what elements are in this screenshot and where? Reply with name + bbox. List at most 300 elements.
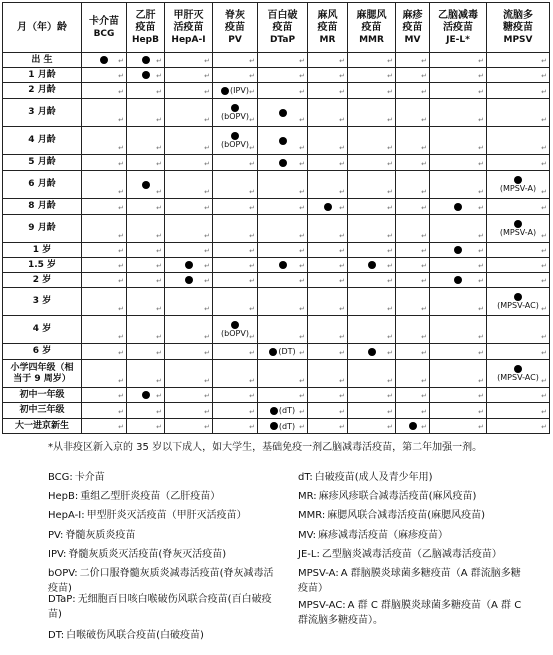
schedule-cell: [430, 360, 487, 388]
schedule-cell: [430, 243, 487, 258]
schedule-cell: [308, 127, 348, 155]
schedule-cell: [308, 388, 348, 403]
schedule-cell: [487, 258, 550, 273]
return-mark-icon: ↵: [339, 57, 345, 65]
table-row: [3, 388, 550, 403]
schedule-cell: [348, 273, 396, 288]
return-mark-icon: ↵: [299, 232, 305, 240]
schedule-cell: [487, 53, 550, 68]
return-mark-icon: ↵: [541, 160, 547, 168]
legend-abbreviation: BCG:: [48, 472, 73, 483]
age-label: 初中一年级: [19, 389, 65, 400]
age-label: 9 月龄: [28, 223, 56, 233]
header-abbreviation: DTaP: [269, 34, 296, 45]
schedule-cell: [308, 419, 348, 434]
schedule-cell: [430, 288, 487, 316]
return-mark-icon: ↵: [339, 160, 345, 168]
schedule-cell: [348, 243, 396, 258]
return-mark-icon: ↵: [339, 333, 345, 341]
dose-dot-icon: [368, 261, 376, 269]
schedule-cell: [82, 199, 127, 215]
return-mark-icon: ↵: [204, 423, 210, 431]
schedule-cell: [348, 199, 396, 215]
age-label: 初中三年级: [19, 405, 65, 415]
return-mark-icon: ↵: [339, 116, 345, 124]
schedule-cell: [258, 388, 308, 403]
return-mark-icon: ↵: [156, 262, 162, 270]
header-abbreviation: JE-L*: [446, 34, 470, 45]
return-mark-icon: ↵: [387, 88, 393, 96]
schedule-cell: [308, 344, 348, 360]
return-mark-icon: ↵: [156, 160, 162, 168]
schedule-cell: [348, 68, 396, 83]
dose-dot-icon: [409, 422, 417, 430]
schedule-cell: [430, 171, 487, 199]
schedule-cell: [430, 127, 487, 155]
schedule-cell: [487, 316, 550, 344]
return-mark-icon: ↵: [299, 377, 305, 385]
legend-item: [298, 470, 523, 485]
schedule-cell: [308, 316, 348, 344]
schedule-cell: [165, 360, 213, 388]
schedule-cell: [308, 360, 348, 388]
schedule-cell: [165, 68, 213, 83]
age-label: 3 月龄: [28, 107, 56, 117]
dose-note: (MPSV-AC): [497, 373, 539, 382]
return-mark-icon: ↵: [249, 88, 255, 96]
schedule-cell: [258, 127, 308, 155]
schedule-cell: [348, 419, 396, 434]
schedule-cell: [258, 243, 308, 258]
legend-description: 麻腮风联合减毒活疫苗(麻腮风疫苗): [327, 510, 486, 521]
schedule-cell: [258, 316, 308, 344]
schedule-cell: [258, 419, 308, 434]
schedule-cell: [396, 215, 430, 243]
return-mark-icon: ↵: [339, 144, 345, 152]
table-row: [3, 155, 550, 171]
age-label: 2 月龄: [28, 85, 56, 95]
legend-item: [48, 528, 278, 543]
return-mark-icon: ↵: [156, 333, 162, 341]
header-name: 麻腮风 疫苗: [356, 9, 387, 33]
return-mark-icon: ↵: [156, 88, 162, 96]
legend-item: [48, 508, 278, 523]
schedule-cell: [430, 419, 487, 434]
schedule-cell: [213, 288, 258, 316]
return-mark-icon: ↵: [299, 349, 305, 357]
schedule-cell: [396, 360, 430, 388]
return-mark-icon: ↵: [249, 160, 255, 168]
legend-description: 乙型脑炎减毒活疫苗（乙脑减毒活疫苗）: [321, 549, 502, 560]
age-cell: [3, 68, 82, 83]
header-vaccine: [82, 3, 127, 53]
return-mark-icon: ↵: [204, 88, 210, 96]
schedule-cell: [165, 273, 213, 288]
age-cell: [3, 155, 82, 171]
schedule-cell: [487, 243, 550, 258]
age-label: 1 月龄: [28, 69, 56, 80]
dose-dot-icon: [270, 407, 278, 415]
return-mark-icon: ↵: [249, 232, 255, 240]
return-mark-icon: ↵: [339, 88, 345, 96]
schedule-cell: [348, 288, 396, 316]
header-abbreviation: MR: [319, 34, 336, 45]
return-mark-icon: ↵: [478, 305, 484, 313]
schedule-cell: [127, 403, 165, 419]
schedule-cell: [396, 403, 430, 419]
footnote: *从非疫区新入京的 35 岁以下成人，如大学生，基础免疫一剂乙脑减毒活疫苗，第二年加强一剂。: [48, 442, 483, 453]
return-mark-icon: ↵: [478, 116, 484, 124]
return-mark-icon: ↵: [339, 262, 345, 270]
return-mark-icon: ↵: [478, 333, 484, 341]
schedule-cell: [213, 258, 258, 273]
schedule-cell: [127, 83, 165, 99]
table-row: [3, 273, 550, 288]
dose-dot-icon: [100, 56, 108, 64]
return-mark-icon: ↵: [118, 262, 124, 270]
return-mark-icon: ↵: [249, 408, 255, 416]
return-mark-icon: ↵: [299, 116, 305, 124]
return-mark-icon: ↵: [541, 144, 547, 152]
dose-dot-icon: [279, 159, 287, 167]
return-mark-icon: ↵: [421, 277, 427, 285]
schedule-cell: [82, 243, 127, 258]
table-row: [3, 68, 550, 83]
return-mark-icon: ↵: [249, 247, 255, 255]
schedule-cell: [165, 99, 213, 127]
return-mark-icon: ↵: [541, 349, 547, 357]
return-mark-icon: ↵: [249, 204, 255, 212]
return-mark-icon: ↵: [249, 116, 255, 124]
return-mark-icon: ↵: [541, 247, 547, 255]
header-abbreviation: MMR: [359, 34, 384, 45]
schedule-cell: [165, 243, 213, 258]
return-mark-icon: ↵: [387, 204, 393, 212]
age-label: 8 月龄: [28, 201, 56, 211]
schedule-cell: [348, 215, 396, 243]
legend-abbreviation: MPSV-AC:: [298, 600, 346, 611]
schedule-cell: [396, 68, 430, 83]
header-name: 百白破 疫苗: [267, 9, 298, 33]
dose-dot-icon: [368, 348, 376, 356]
table-row: [3, 288, 550, 316]
age-label: 1 岁: [32, 244, 52, 255]
schedule-cell: [213, 99, 258, 127]
dose-dot-icon: [185, 261, 193, 269]
return-mark-icon: ↵: [249, 392, 255, 400]
return-mark-icon: ↵: [387, 277, 393, 285]
schedule-cell: [82, 258, 127, 273]
header-abbreviation: BCG: [93, 28, 115, 39]
schedule-cell: [308, 288, 348, 316]
schedule-cell: [308, 83, 348, 99]
return-mark-icon: ↵: [204, 116, 210, 124]
return-mark-icon: ↵: [156, 277, 162, 285]
schedule-cell: [258, 199, 308, 215]
schedule-cell: [430, 68, 487, 83]
return-mark-icon: ↵: [478, 277, 484, 285]
return-mark-icon: ↵: [541, 333, 547, 341]
return-mark-icon: ↵: [118, 408, 124, 416]
return-mark-icon: ↵: [421, 392, 427, 400]
return-mark-icon: ↵: [478, 72, 484, 80]
return-mark-icon: ↵: [421, 72, 427, 80]
return-mark-icon: ↵: [204, 188, 210, 196]
age-cell: [3, 127, 82, 155]
legend-abbreviation: PV:: [48, 530, 64, 541]
dose-dot-icon: [514, 365, 522, 373]
schedule-cell: [487, 419, 550, 434]
return-mark-icon: ↵: [339, 392, 345, 400]
schedule-cell: [82, 99, 127, 127]
schedule-cell: [82, 403, 127, 419]
age-label: 1.5 岁: [27, 259, 57, 270]
return-mark-icon: ↵: [156, 57, 162, 65]
schedule-cell: [82, 360, 127, 388]
schedule-cell: [213, 68, 258, 83]
header-age: [3, 3, 82, 53]
return-mark-icon: ↵: [339, 247, 345, 255]
legend-abbreviation: dT:: [298, 472, 313, 483]
schedule-cell: [258, 155, 308, 171]
return-mark-icon: ↵: [541, 232, 547, 240]
return-mark-icon: ↵: [299, 247, 305, 255]
age-label: 小学四年级（相 当于 9 周岁）: [10, 362, 74, 384]
dose-note: (MPSV-A): [499, 184, 537, 193]
return-mark-icon: ↵: [387, 57, 393, 65]
schedule-cell: [308, 215, 348, 243]
return-mark-icon: ↵: [339, 72, 345, 80]
return-mark-icon: ↵: [299, 305, 305, 313]
schedule-cell: [487, 273, 550, 288]
schedule-cell: [127, 53, 165, 68]
legend-item: [298, 598, 523, 628]
schedule-cell: [430, 155, 487, 171]
schedule-cell: [82, 127, 127, 155]
age-label: 6 月龄: [28, 179, 56, 189]
table-row: [3, 199, 550, 215]
age-cell: [3, 83, 82, 99]
schedule-cell: [396, 243, 430, 258]
header-vaccine: [396, 3, 430, 53]
dose-dot-icon: [279, 261, 287, 269]
header-vaccine: [487, 3, 550, 53]
return-mark-icon: ↵: [249, 333, 255, 341]
return-mark-icon: ↵: [478, 262, 484, 270]
dose-note: (bOPV): [221, 112, 249, 121]
table-row: [3, 99, 550, 127]
schedule-cell: [348, 360, 396, 388]
return-mark-icon: ↵: [421, 333, 427, 341]
legend-abbreviation: MV:: [298, 530, 317, 541]
schedule-cell: [308, 171, 348, 199]
header-name: 乙肝 疫苗: [135, 9, 156, 33]
schedule-cell: [213, 419, 258, 434]
header-vaccine: [213, 3, 258, 53]
schedule-cell: [127, 127, 165, 155]
schedule-cell: [348, 316, 396, 344]
return-mark-icon: ↵: [541, 72, 547, 80]
return-mark-icon: ↵: [478, 144, 484, 152]
header-name: 流脑多 糖疫苗: [503, 9, 533, 33]
schedule-cell: [127, 155, 165, 171]
schedule-cell: [487, 388, 550, 403]
legend-item: [48, 628, 278, 643]
return-mark-icon: ↵: [541, 116, 547, 124]
schedule-cell: [82, 388, 127, 403]
legend-description: 卡介苗: [74, 472, 105, 483]
legend-description: A 群 C 群脑膜炎球菌多糖疫苗（A 群 C 群流脑多糖疫苗）。: [298, 600, 522, 626]
return-mark-icon: ↵: [156, 232, 162, 240]
schedule-cell: [348, 127, 396, 155]
return-mark-icon: ↵: [204, 277, 210, 285]
dose-dot-icon: [142, 56, 150, 64]
schedule-cell: [396, 99, 430, 127]
return-mark-icon: ↵: [299, 423, 305, 431]
table-row: [3, 360, 550, 388]
schedule-cell: [82, 288, 127, 316]
schedule-cell: [396, 53, 430, 68]
schedule-cell: [487, 68, 550, 83]
return-mark-icon: ↵: [478, 57, 484, 65]
schedule-cell: [213, 53, 258, 68]
schedule-cell: [127, 344, 165, 360]
return-mark-icon: ↵: [118, 423, 124, 431]
schedule-cell: [165, 388, 213, 403]
return-mark-icon: ↵: [421, 408, 427, 416]
header-name: 卡介苗: [89, 15, 119, 27]
schedule-cell: [127, 273, 165, 288]
schedule-cell: [165, 171, 213, 199]
return-mark-icon: ↵: [421, 204, 427, 212]
schedule-cell: [213, 171, 258, 199]
return-mark-icon: ↵: [299, 160, 305, 168]
return-mark-icon: ↵: [204, 204, 210, 212]
legend-description: 重组乙型肝炎疫苗（乙肝疫苗）: [80, 491, 221, 502]
dose-marker: [487, 176, 549, 193]
schedule-cell: [396, 288, 430, 316]
schedule-cell: [258, 258, 308, 273]
age-cell: [3, 288, 82, 316]
age-cell: [3, 99, 82, 127]
table-row: [3, 53, 550, 68]
return-mark-icon: ↵: [204, 57, 210, 65]
schedule-cell: [258, 344, 308, 360]
return-mark-icon: ↵: [541, 262, 547, 270]
schedule-cell: [127, 258, 165, 273]
return-mark-icon: ↵: [204, 408, 210, 416]
schedule-cell: [487, 288, 550, 316]
schedule-cell: [430, 388, 487, 403]
table-row: [3, 316, 550, 344]
table-row: [3, 258, 550, 273]
schedule-cell: [127, 288, 165, 316]
return-mark-icon: ↵: [249, 349, 255, 357]
return-mark-icon: ↵: [118, 160, 124, 168]
dose-dot-icon: [514, 293, 522, 301]
schedule-cell: [308, 53, 348, 68]
dose-dot-icon: [269, 348, 277, 356]
return-mark-icon: ↵: [478, 88, 484, 96]
return-mark-icon: ↵: [541, 88, 547, 96]
return-mark-icon: ↵: [478, 247, 484, 255]
schedule-cell: [487, 99, 550, 127]
age-cell: [3, 419, 82, 434]
schedule-cell: [487, 360, 550, 388]
legend-description: 甲型肝炎灭活疫苗（甲肝灭活疫苗）: [86, 510, 247, 521]
return-mark-icon: ↵: [299, 204, 305, 212]
schedule-cell: [396, 388, 430, 403]
schedule-cell: [308, 199, 348, 215]
schedule-cell: [165, 288, 213, 316]
return-mark-icon: ↵: [204, 232, 210, 240]
schedule-cell: [82, 273, 127, 288]
dose-dot-icon: [454, 203, 462, 211]
dose-note: (MPSV-A): [499, 228, 537, 237]
return-mark-icon: ↵: [387, 333, 393, 341]
return-mark-icon: ↵: [339, 305, 345, 313]
schedule-cell: [396, 273, 430, 288]
schedule-cell: [82, 171, 127, 199]
return-mark-icon: ↵: [299, 408, 305, 416]
schedule-cell: [82, 215, 127, 243]
legend-item: [298, 528, 523, 543]
return-mark-icon: ↵: [118, 144, 124, 152]
return-mark-icon: ↵: [541, 377, 547, 385]
return-mark-icon: ↵: [387, 423, 393, 431]
return-mark-icon: ↵: [249, 423, 255, 431]
legend-abbreviation: HepA-I:: [48, 510, 85, 521]
legend-item: [48, 547, 278, 562]
return-mark-icon: ↵: [478, 377, 484, 385]
dose-note: (MPSV-AC): [497, 301, 539, 310]
schedule-cell: [348, 155, 396, 171]
schedule-cell: [82, 53, 127, 68]
return-mark-icon: ↵: [156, 423, 162, 431]
return-mark-icon: ↵: [421, 116, 427, 124]
return-mark-icon: ↵: [249, 72, 255, 80]
dose-note: (bOPV): [221, 329, 249, 338]
legend-abbreviation: MPSV-A:: [298, 568, 339, 579]
legend-description: 白破疫苗(成人及青少年用): [314, 472, 433, 483]
schedule-cell: [487, 127, 550, 155]
return-mark-icon: ↵: [118, 392, 124, 400]
schedule-cell: [213, 199, 258, 215]
schedule-cell: [258, 68, 308, 83]
age-cell: [3, 403, 82, 419]
schedule-cell: [258, 53, 308, 68]
age-cell: [3, 215, 82, 243]
schedule-cell: [430, 99, 487, 127]
schedule-cell: [308, 155, 348, 171]
schedule-cell: [258, 288, 308, 316]
return-mark-icon: ↵: [339, 377, 345, 385]
return-mark-icon: ↵: [156, 392, 162, 400]
header-name: 麻风 疫苗: [317, 9, 338, 33]
table-row: [3, 243, 550, 258]
return-mark-icon: ↵: [204, 144, 210, 152]
schedule-cell: [213, 344, 258, 360]
schedule-cell: [308, 99, 348, 127]
schedule-cell: [127, 68, 165, 83]
schedule-cell: [213, 127, 258, 155]
schedule-cell: [127, 99, 165, 127]
return-mark-icon: ↵: [387, 72, 393, 80]
schedule-cell: [165, 155, 213, 171]
schedule-cell: [127, 243, 165, 258]
return-mark-icon: ↵: [118, 116, 124, 124]
return-mark-icon: ↵: [156, 247, 162, 255]
